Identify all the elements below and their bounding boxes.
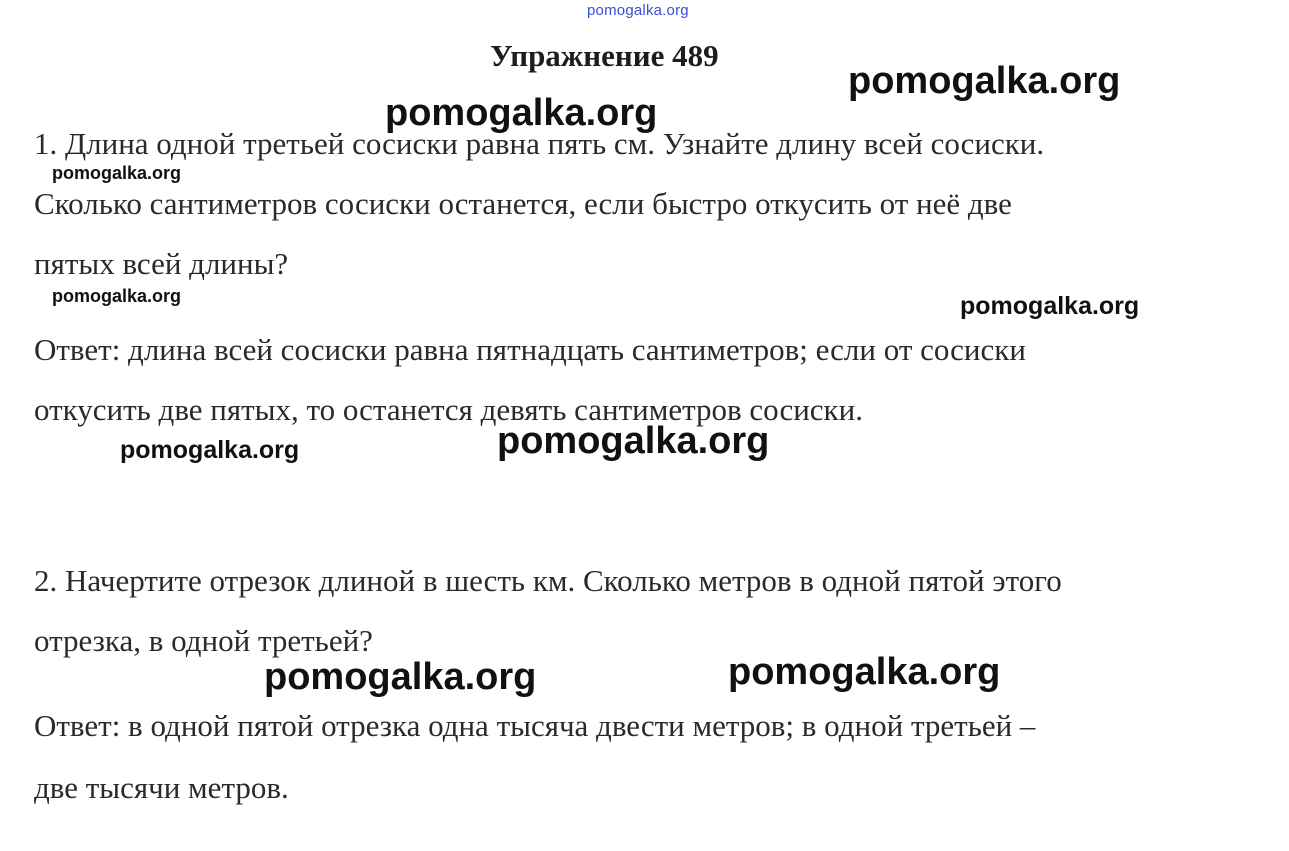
exercise-2-text-line-2: отрезка, в одной третьей?	[34, 623, 373, 658]
watermark: pomogalka.org	[52, 286, 182, 306]
exercise-2-answer-line-1: Ответ: в одной пятой отрезка одна тысяча двести метров; в одной третьей –	[34, 708, 1036, 743]
watermark: pomogalka.org	[497, 420, 770, 462]
exercise-1-answer-line-2: откусить две пятых, то останется девять сантиметров сосиски.	[34, 392, 863, 427]
watermark: pomogalka.org	[385, 92, 658, 134]
exercise-1-text-line-2: Сколько сантиметров сосиски останется, если быстро откусить от неё две	[34, 186, 1012, 221]
exercise-title: Упражнение 489	[490, 38, 719, 73]
watermark: pomogalka.org	[264, 656, 537, 698]
exercise-2-text-line-1: 2. Начертите отрезок длиной в шесть км. Сколько метров в одной пятой этого	[34, 563, 1062, 598]
exercise-2-answer-line-2: две тысячи метров.	[34, 770, 289, 805]
exercise-1-answer-line-1: Ответ: длина всей сосиски равна пятнадцать сантиметров; если от сосиски	[34, 332, 1026, 367]
watermark: pomogalka.org	[120, 436, 300, 464]
watermark: pomogalka.org	[848, 60, 1121, 102]
exercise-1-text-line-3: пятых всей длины?	[34, 246, 289, 281]
watermark: pomogalka.org	[960, 292, 1140, 320]
site-link[interactable]: pomogalka.org	[587, 2, 689, 19]
watermark: pomogalka.org	[52, 163, 182, 183]
exercise-1-text-line-1: 1. Длина одной третьей сосиски равна пять см. Узнайте длину всей сосиски.	[34, 126, 1045, 161]
watermark: pomogalka.org	[728, 651, 1001, 693]
